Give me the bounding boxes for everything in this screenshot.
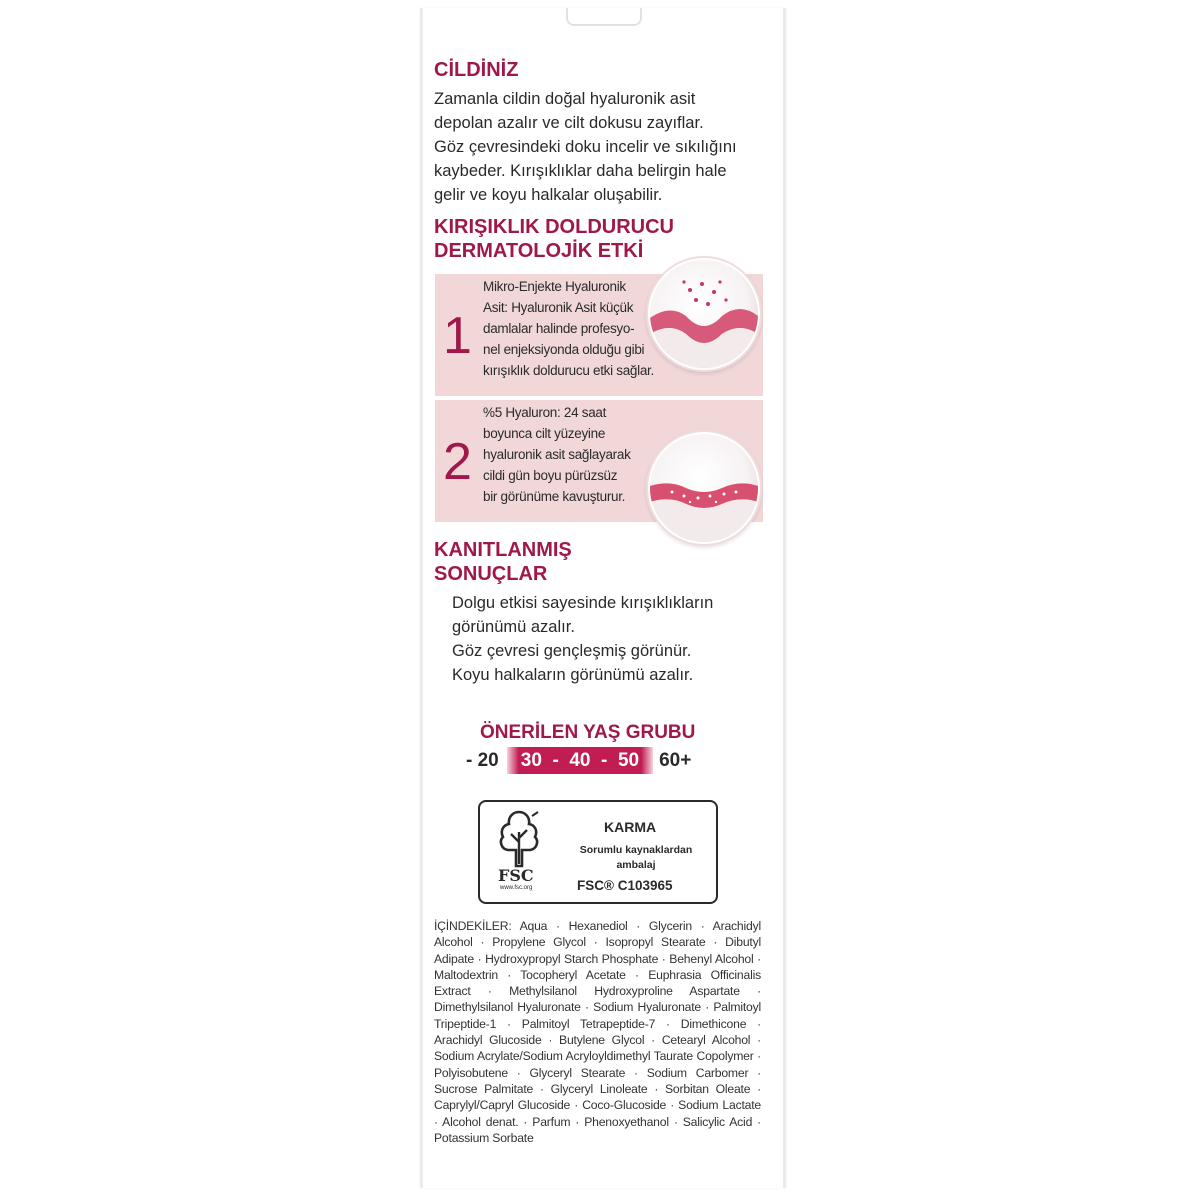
fsc-url: www.fsc.org (500, 885, 533, 891)
fsc-description (568, 843, 704, 873)
age-sep: - (601, 750, 608, 771)
step-line: damlalar halinde profesyo- (483, 321, 635, 336)
step-line: %5 Hyaluron: 24 saat (483, 405, 607, 420)
section2-title-line: KIRIŞIKLIK DOLDURUCU (434, 216, 674, 238)
section-title-cildiniz: CİLDİNİZ (434, 59, 519, 81)
step-2-text (483, 402, 631, 507)
step-1-number: 1 (443, 307, 472, 365)
section1-line: Zamanla cildin doğal hyaluronik asit (434, 90, 696, 108)
section1-line: gelir ve koyu halkalar oluşabilir. (434, 186, 663, 204)
step-line: boyunca cilt yüzeyine (483, 426, 606, 441)
age-group-title: ÖNERİLEN YAŞ GRUBU (480, 722, 696, 743)
skin-hydration-svg (650, 434, 758, 542)
skin-injection-svg (650, 260, 758, 368)
step-2-number: 2 (443, 433, 472, 491)
age-30: 30 (520, 750, 542, 771)
fsc-code: FSC® C103965 (577, 878, 673, 893)
section3-title-line: KANITLANMIŞ (434, 539, 572, 561)
ingredients-list: İÇİNDEKİLER: Aqua · Hexanediol · Glycerin · Arachidyl Alcohol · Propylene Glycol · Isopropyl Stearate · Dibutyl Adipate · Hydroxypropyl Starch Phosphate · Behenyl Alcohol · Maltodextrin · Tocopheryl Acetate · Euphrasia Officinalis Extract · Methylsilanol Hydroxyproline Aspartate · Dimethylsilanol Hyaluronate · Sodium Hyaluronate · Palmitoyl Tripeptide-1 · Palmitoyl Tetrapeptide-7 · Dimethicone · Arachidyl Glucoside · Butylene Glycol · Cetearyl Alcohol · Sodium Acrylate/Sodium Acryloyldimethyl Taurate Copolymer · Polyisobutene · Glyceryl Stearate · Sodium Carbomer · Sucrose Palmitate · Glyceryl Linoleate · Sorbitan Oleate · Caprylyl/Capryl Glucoside · Coco-Glucoside · Sodium Lactate · Alcohol denat. · Parfum · Phenoxyethanol · Salicylic Acid · Potassium Sorbate (434, 919, 761, 1145)
section-title-kanitlanmis (434, 538, 572, 586)
section1-line: kaybeder. Kırışıklıklar daha belirgin hale (434, 162, 727, 180)
section1-line: depolan azalır ve cilt dokusu zayıflar. (434, 114, 704, 132)
section3-title-line: SONUÇLAR (434, 563, 548, 585)
age-sep: - (552, 750, 559, 771)
section1-line: Göz çevresindeki doku incelir ve sıkılığını (434, 138, 737, 156)
skin-illustration-hydration (648, 432, 760, 544)
section2-title-line: DERMATOLOJİK ETKİ (434, 240, 644, 262)
package-tab (566, 8, 642, 26)
section3-line: Koyu halkaların görünümü azalır. (452, 666, 694, 684)
age-50: 50 (617, 750, 640, 771)
age-pre: - 20 (466, 750, 499, 771)
age-highlight-bar (507, 747, 653, 774)
step-1-text (483, 276, 654, 381)
fsc-logo-text: FSC (498, 866, 534, 885)
step-line: hyaluronik asit sağlayarak (483, 447, 631, 462)
step-line: bir görünüme kavuşturur. (483, 489, 626, 504)
fsc-desc-line: ambalaj (616, 859, 656, 871)
age-40: 40 (569, 750, 591, 771)
fsc-tree-icon (494, 808, 544, 870)
step-line: Asit: Hyaluronik Asit küçük (483, 300, 634, 315)
step-line: cildi gün boyu pürüzsüz (483, 468, 618, 483)
skin-illustration-injection (648, 258, 760, 370)
age-post: 60+ (659, 750, 692, 771)
age-scale (466, 747, 691, 774)
fsc-desc-line: Sorumlu kaynaklardan (579, 844, 693, 856)
section3-text (452, 591, 762, 687)
section-title-kirisiklik (434, 215, 674, 263)
fsc-title: KARMA (604, 819, 657, 835)
section3-line: görünümü azalır. (452, 618, 575, 636)
fsc-label (478, 800, 718, 904)
section1-text (434, 87, 764, 207)
section3-line: Göz çevresi gençleşmiş görünür. (452, 642, 692, 660)
section3-line: Dolgu etkisi sayesinde kırışıklıkların (452, 594, 714, 612)
step-line: Mikro-Enjekte Hyaluronik (483, 279, 626, 294)
step-line: nel enjeksiyonda olduğu gibi (483, 342, 645, 357)
step-line: kırışıklık doldurucu etki sağlar. (483, 363, 654, 378)
